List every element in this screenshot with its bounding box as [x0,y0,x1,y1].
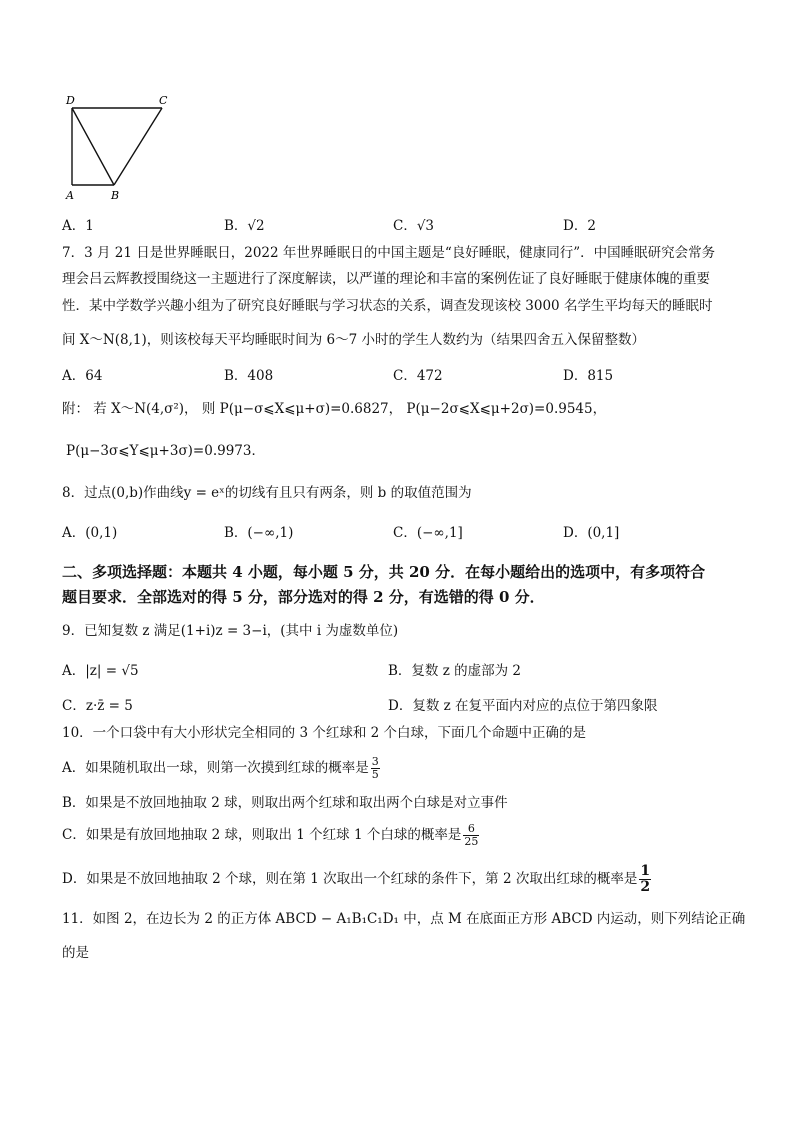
section2-heading-line1: 二、多项选择题：本题共 4 小题，每小题 5 分，共 20 分．在每小题给出的选项中，有多项符合 [62,563,706,581]
q8-option-d: D．(0,1] [563,525,620,541]
fraction-denominator: 5 [371,768,379,781]
q7-stem-line3: 性．某中学数学兴趣小组为了研究良好睡眠与学习状态的关系，调查发现该校 3000 名学生平均每天的睡眠时 [62,298,713,314]
q7-option-b: B．408 [224,368,274,384]
q6-option-d: D．2 [563,218,596,234]
trapezoid-figure [58,88,178,203]
q6-option-a: A．1 [62,218,94,234]
q8-option-a: A．(0,1) [62,525,118,541]
q9-option-a: A．|z| = √5 [62,663,139,679]
q7-stem-line4: 间 X～N(8,1)，则该校每天平均睡眠时间为 6～7 小时的学生人数约为（结果四舍五入保留整数） [62,332,645,348]
q10-option-a-fraction [371,756,380,781]
q7-note-line2: P(μ−3σ⩽Y⩽μ+3σ)=0.9973． [66,443,265,459]
diagonal-DB [72,108,114,185]
fraction-numerator: 3 [371,755,379,768]
q10-option-b: B．如果是不放回地抽取 2 球，则取出两个红球和取出两个白球是对立事件 [62,795,508,811]
q11-stem-line2: 的是 [62,945,89,961]
q10-option-c-fraction [463,823,479,848]
label-A: A [66,189,74,202]
q6-option-c: C．√3 [393,218,435,234]
q10-option-d-fraction [639,864,651,895]
fraction-numerator: 6 [463,823,479,836]
fraction-denominator: 25 [464,835,479,848]
q11-stem-line1: 11．如图 2，在边长为 2 的正方体 ABCD − A₁B₁C₁D₁ 中，点 M 在底面正方形 ABCD 内运动，则下列结论正确 [62,911,746,927]
q9-stem: 9．已知复数 z 满足(1+i)z = 3−i，(其中 i 为虚数单位) [62,623,399,639]
q8-option-b: B．(−∞,1) [224,525,294,541]
section2-heading-line2: 题目要求．全部选对的得 5 分，部分选对的得 2 分，有选错的得 0 分． [62,588,545,606]
label-C: C [159,94,168,107]
q10-option-d-text: D．如果是不放回地抽取 2 个球，则在第 1 次取出一个红球的条件下，第 2 次取出红球的概率是 [62,871,638,887]
q10-stem: 10．一个口袋中有大小形状完全相同的 3 个红球和 2 个白球，下面几个命题中正确的是 [62,725,587,741]
q7-note-line1: 附： 若 X～N(4,σ²)， 则 P(μ−σ⩽X⩽μ+σ)=0.6827， P(μ−2σ⩽X⩽μ+2σ)=0.9545， [62,401,607,417]
q10-option-a [62,756,380,781]
q9-option-b: B．复数 z 的虚部为 2 [388,663,521,679]
label-B: B [111,189,120,202]
q7-option-c: C．472 [393,368,443,384]
q10-option-a-text: A．如果随机取出一球，则第一次摸到红球的概率是 [62,760,369,776]
q7-option-a: A．64 [62,368,103,384]
q9-option-c: C．z·z̄ = 5 [62,698,133,714]
q7-stem-line2: 理会吕云辉教授围绕这一主题进行了深度解读，以严谨的理论和丰富的案例佐证了良好睡眠于健康体魄的重要 [62,271,710,287]
q10-option-c [62,823,479,848]
q8-stem: 8．过点(0,b)作曲线y = eˣ的切线有且只有两条，则 b 的取值范围为 [62,485,472,501]
fraction-denominator: 2 [640,879,651,895]
q9-option-d: D．复数 z 在复平面内对应的点位于第四象限 [388,698,658,714]
label-D: D [66,94,75,107]
q8-option-c: C．(−∞,1] [393,525,463,541]
q6-option-b: B．√2 [224,218,265,234]
q10-option-d [62,864,651,895]
edge-CB [114,108,162,185]
q10-option-c-text: C．如果是有放回地抽取 2 球，则取出 1 个红球 1 个白球的概率是 [62,827,462,843]
fraction-numerator: 1 [640,863,651,879]
q7-stem-line1: 7．3 月 21 日是世界睡眠日，2022 年世界睡眠日的中国主题是“良好睡眠，健康同行”．中国睡眠研究会常务 [62,245,716,261]
q7-option-d: D．815 [563,368,614,384]
